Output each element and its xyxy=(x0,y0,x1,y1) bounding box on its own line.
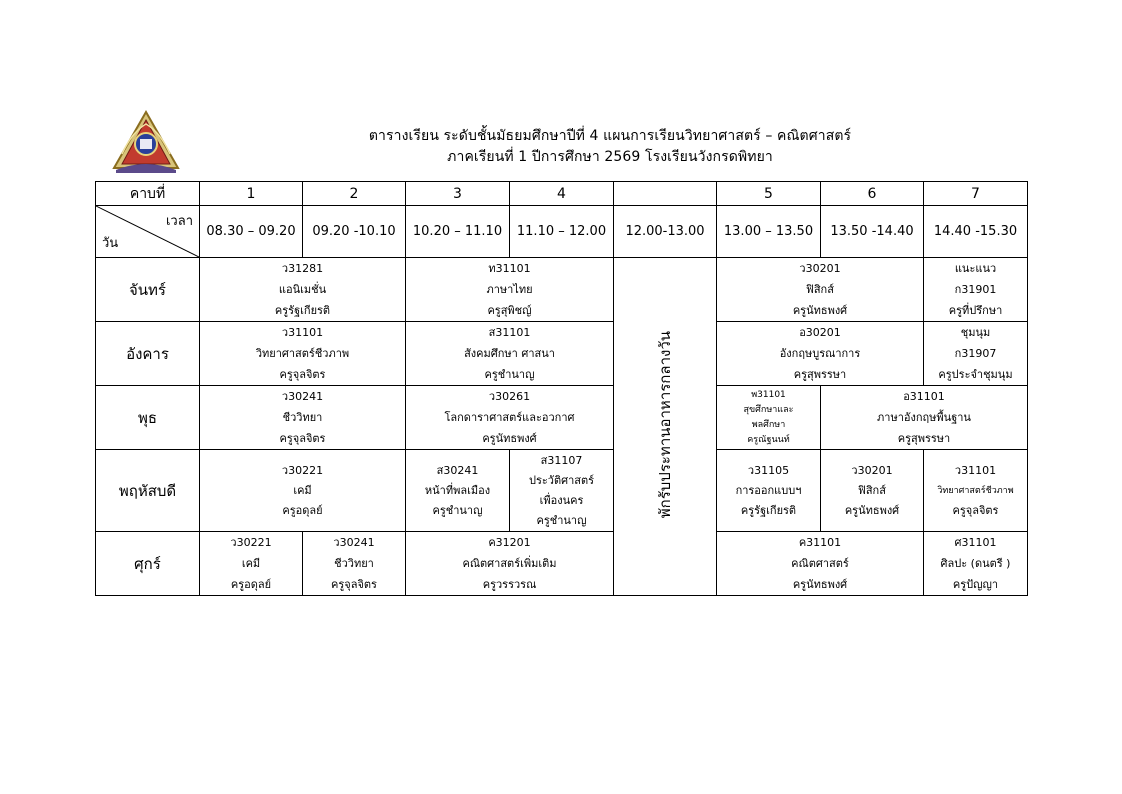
class-cell xyxy=(717,386,821,450)
teacher-name: ครูนัทธพงศ์ xyxy=(792,578,848,591)
teacher-name: ครูรัฐเกียรติ xyxy=(740,503,797,517)
timetable xyxy=(95,181,1028,596)
course-name: คณิตศาสตร์ xyxy=(791,557,849,570)
course-name: หน้าที่พลเมือง xyxy=(424,483,491,497)
course-code: ก31907 xyxy=(954,347,997,360)
teacher-name: ครูนัทธพงศ์ xyxy=(844,503,900,517)
teacher-name: ครูชำนาญ xyxy=(432,503,483,517)
day-row-wednesday xyxy=(96,386,1028,450)
class-cell xyxy=(406,258,614,322)
course-name-continued: พลศึกษา xyxy=(751,419,786,430)
period-number: 3 xyxy=(406,182,510,206)
course-name: วิทยาศาสตร์ชีวภาพ xyxy=(255,347,350,360)
course-name: ชุมนุม xyxy=(960,326,991,339)
class-cell xyxy=(200,258,406,322)
period-number-lunch xyxy=(614,182,717,206)
day-label: พฤหัสบดี xyxy=(96,450,200,532)
time-slot: 08.30 – 09.20 xyxy=(200,206,303,258)
course-name: ฟิสิกส์ xyxy=(806,283,834,296)
class-cell xyxy=(717,322,924,386)
course-code: อ31101 xyxy=(903,390,945,403)
corner-time-label: เวลา xyxy=(165,214,193,229)
teacher-name: ครูสุพรรษา xyxy=(897,432,951,445)
course-code: ส31101 xyxy=(488,326,531,339)
day-label: ศุกร์ xyxy=(96,532,200,596)
title-block xyxy=(250,126,970,168)
period-number: 2 xyxy=(303,182,406,206)
teacher-name: ครูชำนาญ xyxy=(536,513,587,527)
course-code: ว31281 xyxy=(281,262,324,275)
page-subtitle: ภาคเรียนที่ 1 ปีการศึกษา 2569 โรงเรียนวังกรดพิทยา xyxy=(447,149,773,165)
class-cell xyxy=(924,450,1028,532)
course-name: ประวัติศาสตร์ xyxy=(528,473,595,487)
page-header xyxy=(0,0,1122,180)
teacher-name: ครูอดุลย์ xyxy=(282,503,323,517)
corner-day-label: วัน xyxy=(102,236,119,251)
teacher-name: ครูอดุลย์ xyxy=(230,578,272,591)
course-code: ศ31101 xyxy=(954,536,997,549)
time-slot-lunch: 12.00-13.00 xyxy=(614,206,717,258)
teacher-name: ครูสุพิชญ์ xyxy=(487,304,532,317)
corner-cell xyxy=(96,206,200,258)
teacher-name: ครูชำนาญ xyxy=(484,368,535,381)
course-code: ว30201 xyxy=(851,463,893,477)
course-name: เคมี xyxy=(293,483,312,497)
teacher-name: ครูปัญญา xyxy=(952,578,999,591)
course-name: การออกแบบฯ xyxy=(735,483,802,497)
course-code: ส30241 xyxy=(436,463,479,477)
teacher-name: ครูวรรวรณ xyxy=(482,578,537,591)
class-cell xyxy=(924,322,1028,386)
course-name: แนะแนว xyxy=(954,262,997,275)
course-code: ส31107 xyxy=(540,453,583,467)
course-code: ว30201 xyxy=(799,262,841,275)
course-name: อังกฤษบูรณาการ xyxy=(779,347,861,360)
day-row-tuesday xyxy=(96,322,1028,386)
course-code: ค31101 xyxy=(798,536,842,549)
period-header-row xyxy=(96,182,1028,206)
class-cell xyxy=(510,450,614,532)
class-cell xyxy=(406,322,614,386)
teacher-name: ครูจุลจิตร xyxy=(952,503,999,517)
course-code: ว30261 xyxy=(488,390,531,403)
page-title: ตารางเรียน ระดับชั้นมัธยมศึกษาปีที่ 4 แผนการเรียนวิทยาศาสตร์ – คณิตศาสตร์ xyxy=(368,128,852,144)
course-code: ท31101 xyxy=(488,262,531,275)
class-cell xyxy=(406,532,614,596)
day-row-thursday xyxy=(96,450,1028,532)
course-name: แอนิเมชั่น xyxy=(278,283,327,296)
course-code: ว31101 xyxy=(281,326,324,339)
period-number: 6 xyxy=(821,182,924,206)
time-slot: 10.20 – 11.10 xyxy=(406,206,510,258)
course-name: เคมี xyxy=(241,557,261,570)
teacher-name: ครูณัฐนนท์ xyxy=(747,434,790,445)
class-cell xyxy=(717,450,821,532)
course-code: ว30241 xyxy=(333,536,375,549)
lunch-break-cell xyxy=(614,258,717,596)
course-code: อ30201 xyxy=(799,326,841,339)
class-cell xyxy=(200,322,406,386)
class-cell xyxy=(303,532,406,596)
course-code: ค31201 xyxy=(488,536,531,549)
day-label: อังคาร xyxy=(96,322,200,386)
course-name: ศิลปะ (ดนตรี ) xyxy=(940,557,1011,570)
day-label: จันทร์ xyxy=(96,258,200,322)
time-slot: 14.40 -15.30 xyxy=(924,206,1028,258)
time-slot: 11.10 – 12.00 xyxy=(510,206,614,258)
course-name: ชีววิทยา xyxy=(334,557,374,570)
teacher-name: ครูสุพรรษา xyxy=(793,368,847,381)
class-cell xyxy=(821,386,1028,450)
period-label: คาบที่ xyxy=(96,182,200,206)
period-number: 5 xyxy=(717,182,821,206)
day-row-friday xyxy=(96,532,1028,596)
class-cell xyxy=(200,532,303,596)
teacher-name: ครูจุลจิตร xyxy=(331,578,377,591)
class-cell xyxy=(406,386,614,450)
lunch-break-text: พักรับประทานอาหารกลางวัน xyxy=(656,330,674,519)
class-cell xyxy=(924,258,1028,322)
teacher-name: ครูรัฐเกียรติ xyxy=(274,304,331,317)
class-cell xyxy=(717,532,924,596)
class-cell xyxy=(821,450,924,532)
course-code: พ31101 xyxy=(751,389,786,400)
class-cell xyxy=(924,532,1028,596)
day-label: พุธ xyxy=(96,386,200,450)
course-name: คณิตศาสตร์เพิ่มเติม xyxy=(462,557,557,570)
course-code: ก31901 xyxy=(954,283,997,296)
period-number: 7 xyxy=(924,182,1028,206)
course-name: วิทยาศาสตร์ชีวภาพ xyxy=(937,485,1014,496)
time-slot: 09.20 -10.10 xyxy=(303,206,406,258)
class-cell xyxy=(717,258,924,322)
course-code: ว30241 xyxy=(281,390,324,403)
course-name: สังคมศึกษา ศาสนา xyxy=(464,347,555,360)
teacher-name: ครูจุลจิตร xyxy=(279,368,326,381)
course-name-continued: เพื่องนคร xyxy=(539,493,584,507)
period-number: 4 xyxy=(510,182,614,206)
teacher-name: ครูนัทธพงศ์ xyxy=(792,304,848,317)
time-slot: 13.00 – 13.50 xyxy=(717,206,821,258)
period-number: 1 xyxy=(200,182,303,206)
course-code: ว30221 xyxy=(281,463,324,477)
course-name: โลกดาราศาสตร์และอวกาศ xyxy=(444,411,575,424)
teacher-name: ครูที่ปรึกษา xyxy=(948,304,1003,317)
teacher-name: ครูนัทธพงศ์ xyxy=(482,432,537,445)
class-cell xyxy=(200,450,406,532)
course-name: สุขศึกษาและ xyxy=(743,404,794,415)
time-header-row xyxy=(96,206,1028,258)
teacher-name: ครูจุลจิตร xyxy=(279,432,326,445)
course-name: ภาษาไทย xyxy=(486,283,533,296)
class-cell xyxy=(406,450,510,532)
course-name: ชีววิทยา xyxy=(282,411,323,424)
course-name: ฟิสิกส์ xyxy=(858,483,886,497)
day-row-monday xyxy=(96,258,1028,322)
course-code: ว30221 xyxy=(230,536,272,549)
course-name: ภาษาอังกฤษพื้นฐาน xyxy=(877,411,971,424)
course-code: ว31101 xyxy=(954,463,997,477)
class-cell xyxy=(200,386,406,450)
time-slot: 13.50 -14.40 xyxy=(821,206,924,258)
course-code: ว31105 xyxy=(747,463,790,477)
school-crest-icon xyxy=(112,110,180,174)
teacher-name: ครูประจำชุมนุม xyxy=(938,368,1013,381)
